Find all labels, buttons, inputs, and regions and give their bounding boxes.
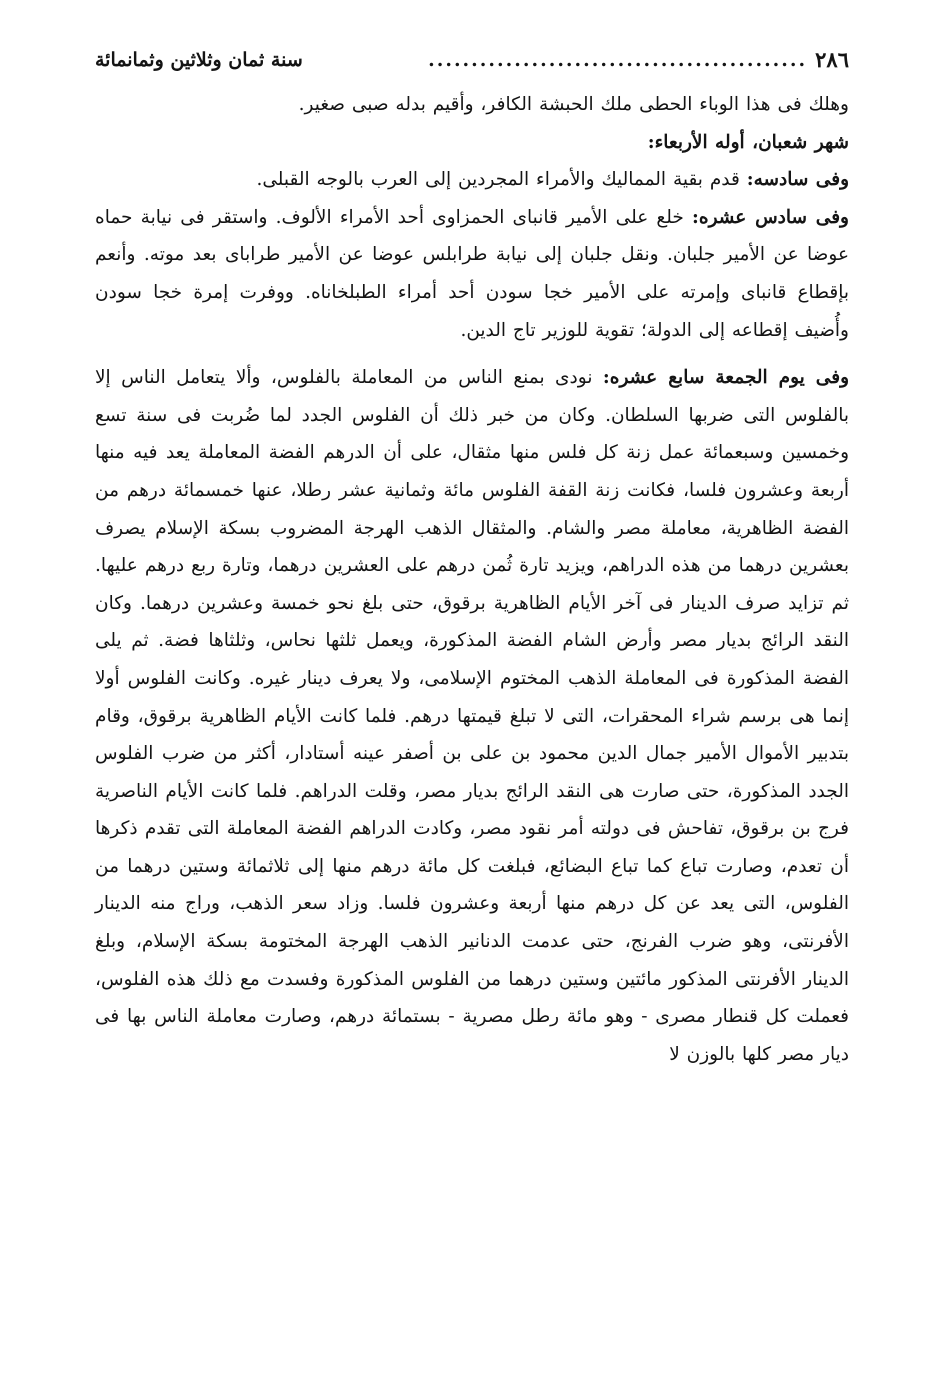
running-title: سنة ثمان وثلاثين وثمانمائة: [95, 49, 303, 71]
paragraph-sixteenth: [95, 199, 849, 349]
paragraph-death-of-king: [95, 86, 849, 124]
dot-leaders: ............................................: [428, 49, 808, 71]
paragraph-text: وهلك فى هذا الوباء الحطى ملك الحبشة الكافر، وأقيم بدله صبى صغير.: [298, 94, 849, 115]
paragraph-lead: وفى سادس عشره:: [692, 206, 849, 228]
page-number: ٢٨٦: [815, 47, 849, 72]
paragraph-friday-seventeenth: [95, 359, 849, 1073]
paragraph-text: قدم بقية المماليك والأمراء المجردين إلى العرب بالوجه القبلى.: [256, 169, 747, 191]
body-text: [95, 86, 849, 1073]
month-heading: [95, 124, 849, 162]
month-heading-text: شهر شعبان، أوله الأربعاء:: [647, 131, 849, 153]
paragraph-text: خلع على الأمير قانباى الحمزاوى أحد الأمراء الألوف. واستقر فى نيابة حماه عوضا عن الأمير جلبان. ونقل جلبان إلى نيابة طرابلس عوضا عن الأمير طراباى بعد موته. وأنعم بإقطاع قانباى وإمرته على الأمير خجا سودن أحد أمراء الطبلخاناه. ووفرت إمرة خجا سودن وأُضيف إقطاعه إلى الدولة؛ تقوية للوزير تاج الدين.: [95, 206, 849, 341]
paragraph-lead: وفى يوم الجمعة سابع عشره:: [602, 367, 849, 389]
paragraph-sixth: [95, 161, 849, 199]
running-header: [95, 34, 849, 86]
paragraph-text: نودى بمنع الناس من المعاملة بالفلوس، وألا يتعامل الناس إلا بالفلوس التى ضربها السلطان. وكان من خبر ذلك أن الفلوس الجدد لما ضُربت فى سنة تسع وخمسين وسبعمائة عمل زنة كل فلس منها مثقال، على أن الدرهم الفضة المعاملة يعد فيه منها أربعة وعشرون فلسا، فكانت زنة القفة الفلوس مائة وثمانية عشر رطلا، عنها خمسمائة درهم من الفضة الظاهرية، معاملة مصر والشام. والمثقال الذهب الهرجة المضروب بسكة الإسلام يصرف بعشرين درهما من هذه الدراهم، ويزيد تارة ثُمن درهم على العشرين درهما، وتارة ربع درهم عليها. ثم تزايد صرف الدينار فى آخر الأيام الظاهرية برقوق، حتى بلغ نحو خمسة وعشرين درهما. وكان النقد الرائج بديار مصر وأرض الشام الفضة المذكورة، ويعمل ثلثها نحاس، وثلثاها فضة. ثم يلى الفضة المذكورة فى المعاملة الذهب المختوم الإسلامى، ولا يعرف دينار غيره. وكانت الفلوس أولا إنما هى برسم شراء المحقرات، التى لا تبلغ قيمتها درهم. فلما كانت الأيام الظاهرية برقوق، وقام بتدبير الأموال الأمير جمال الدين محمود بن على بن أصفر عينه أستادار، أكثر من ضرب الفلوس الجدد المذكورة، حتى صارت هى النقد الرائج بديار مصر، وقلت الدراهم. فلما كانت الأيام الناصرية فرج بن برقوق، تفاحش فى دولته أمر نقود مصر، وكادت الدراهم الفضة المعاملة التى تقدم ذكرها أن تعدم، وصارت تباع كما تباع البضائع، فبلغت كل مائة درهم منها إلى ثلاثمائة وستين درهما من الفلوس، التى يعد عن كل درهم منها أربعة وعشرون فلسا. وزاد سعر الذهب، وراج منه الدينار الأفرنتى، وهو ضرب الفرنج، حتى عدمت الدنانير الذهب الهرجة المختومة بسكة الإسلام، وبلغ الدينار الأفرنتى المذكور مائتين وستين درهما من الفلوس المذكورة وفسدت مع ذلك هذه الفلوس، فعملت كل قنطار مصرى - وهو مائة رطل مصرية - بستمائة درهم، وصارت معاملة الناس بها فى ديار مصر كلها بالوزن لا: [95, 367, 849, 1065]
paragraph-lead: وفى سادسه:: [746, 169, 849, 191]
